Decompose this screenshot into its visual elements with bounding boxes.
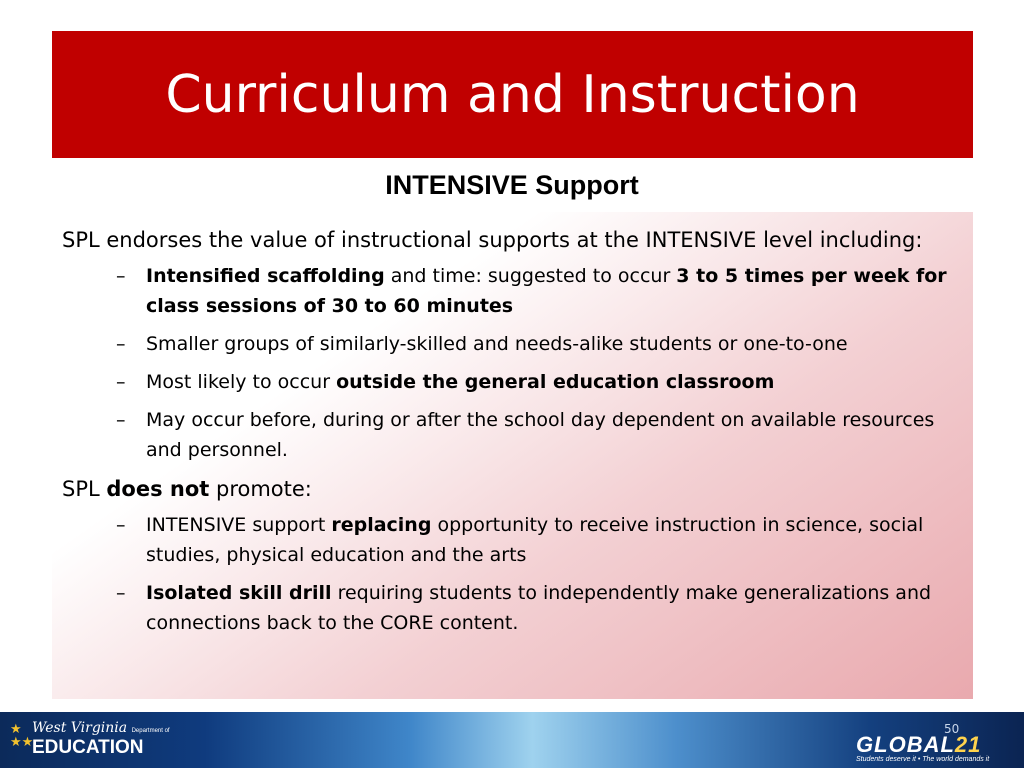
endorsed-list (116, 261, 967, 465)
dash-bullet: – (116, 514, 126, 536)
list-item (116, 510, 967, 570)
global21-wordmark (856, 732, 981, 758)
list-item (116, 367, 967, 397)
wv-logo-main: EDUCATION (32, 737, 144, 758)
paragraph-text: SPL (62, 477, 107, 501)
g21-text: BAL (906, 732, 955, 757)
paragraph-does-not-promote (62, 473, 967, 506)
wv-logo-dept: Department of (131, 728, 170, 734)
bold-text: Isolated skill drill (146, 582, 332, 604)
list-item (116, 329, 967, 359)
wv-logo-state: West Virginia (32, 720, 128, 736)
paragraph-endorses: SPL endorses the value of instructional supports at the INTENSIVE level including: (62, 228, 923, 252)
list-item (116, 261, 967, 321)
item-text: and time: suggested to occur (384, 265, 677, 287)
page-number: 50 (944, 722, 960, 736)
dash-bullet: – (116, 409, 126, 431)
wv-education-logo (10, 720, 170, 764)
stars-icon: ★ ★★ (10, 721, 34, 749)
content-body (62, 224, 967, 646)
g21-number: 21 (954, 732, 982, 757)
footer-banner (0, 712, 1024, 768)
dash-bullet: – (116, 333, 126, 355)
slide-subtitle: INTENSIVE Support (385, 170, 639, 200)
item-text: May occur before, during or after the school day dependent on available resources and personnel. (146, 409, 935, 461)
title-bar (52, 31, 973, 158)
list-item (116, 405, 967, 465)
wv-logo-top (32, 720, 170, 736)
global21-logo (856, 732, 1016, 766)
bold-text: Intensified scaffolding (146, 265, 385, 287)
item-text: requiring students to independently make generalizations and connections back to the CORE content. (146, 582, 932, 634)
globe-icon: O (888, 732, 907, 757)
not-promoted-list (116, 510, 967, 638)
bold-text: outside the general education classroom (336, 371, 775, 393)
bold-text: replacing (331, 514, 432, 536)
content-area (52, 212, 973, 699)
dash-bullet: – (116, 371, 126, 393)
bold-text: 3 to 5 times per week for class sessions of 30 to 60 minutes (146, 265, 947, 317)
slide-title: Curriculum and Instruction (165, 64, 860, 125)
dash-bullet: – (116, 265, 126, 287)
item-text: Smaller groups of similarly-skilled and needs-alike students or one-to-one (146, 333, 848, 355)
dash-bullet: – (116, 582, 126, 604)
bold-text: does not (106, 477, 210, 501)
item-text: opportunity to receive instruction in science, social studies, physical education and the arts (146, 514, 924, 566)
paragraph-text: promote: (209, 477, 312, 501)
g21-text: GL (856, 732, 889, 757)
item-text: Most likely to occur (146, 371, 337, 393)
item-text: INTENSIVE support (146, 514, 332, 536)
list-item (116, 578, 967, 638)
global21-tagline: Students deserve it • The world demands it (856, 756, 990, 763)
